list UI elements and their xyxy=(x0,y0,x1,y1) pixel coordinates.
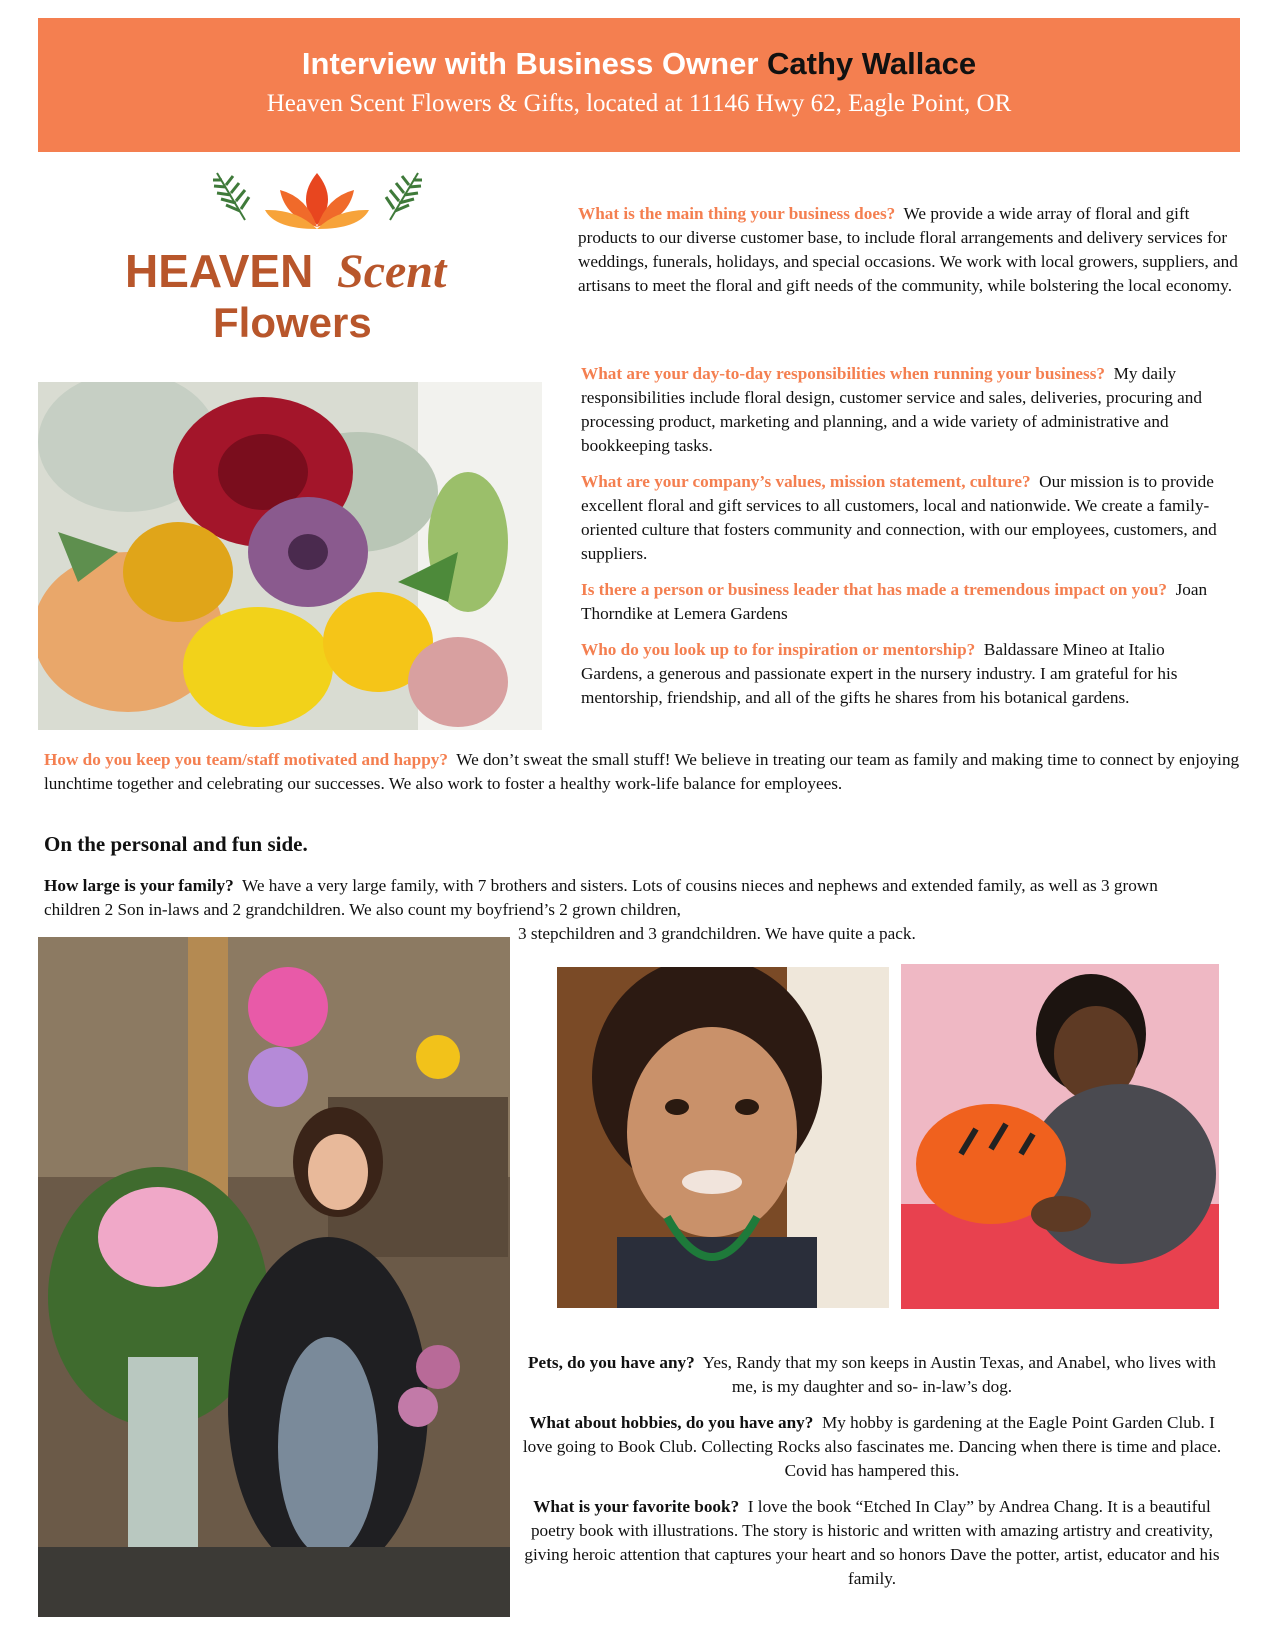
qa-hobbies xyxy=(522,1411,1222,1483)
personal-section-heading: On the personal and fun side. xyxy=(44,832,308,856)
owner-name: Cathy Wallace xyxy=(767,46,977,81)
title-prefix: Interview with Business Owner xyxy=(301,46,768,81)
answer: We don’t sweat the small stuff! We believe in treating our team as family and making time to connect by enjoying lunchtime together and celebrating our successes. We also work to foster a healthy work-life balance for employees. xyxy=(44,750,1240,793)
question: What about hobbies, do you have any? xyxy=(529,1413,814,1432)
answer: Our mission is to provide excellent floral and gift services to all customers, local and nationwide. We create a family-oriented culture that fosters community and connection, with our employees, customers, and suppliers. xyxy=(581,472,1217,563)
answer: Baldassare Mineo at Italio Gardens, a generous and passionate expert in the nursery industry. I am grateful for his mentorship, friendship, and all of the gifts he shares from his botanical gardens. xyxy=(581,640,1178,707)
page-title xyxy=(38,46,1240,82)
logo-word-heaven: HEAVEN xyxy=(125,245,314,297)
answer: We provide a wide array of floral and gift products to our diverse customer base, to include floral arrangements and delivery services for weddings, funerals, holidays, and special occasions. We work with local growers, suppliers, and artisans to meet the floral and gift needs of the community, while bolstering the local economy. xyxy=(578,204,1238,295)
qa-leader xyxy=(581,578,1226,626)
question: What is the main thing your business does? xyxy=(578,204,896,223)
question: Who do you look up to for inspiration or mentorship? xyxy=(581,640,976,659)
answer: Yes, Randy that my son keeps in Austin Texas, and Anabel, who lives with me, is my daughter and so- in-law’s dog. xyxy=(702,1353,1216,1396)
left-fern-icon xyxy=(213,173,249,220)
answer-continued: 3 stepchildren and 3 grandchildren. We have quite a pack. xyxy=(518,924,916,943)
question: What is your favorite book? xyxy=(533,1497,740,1516)
header-banner xyxy=(38,18,1240,152)
qa-main-business xyxy=(578,202,1238,298)
grandchild-photo-girl xyxy=(557,967,889,1308)
logo-graphic xyxy=(125,165,510,365)
girl-image xyxy=(557,967,889,1308)
lotus-icon xyxy=(265,173,369,229)
question: Pets, do you have any? xyxy=(528,1353,695,1372)
qa-mentorship xyxy=(581,638,1226,710)
answer: My daily responsibilities include floral design, customer service and sales, deliveries, procuring and processing product, marketing and planning, and a wide variety of administrative and bookkeeping tasks. xyxy=(581,364,1202,455)
answer: We have a very large family, with 7 brothers and sisters. Lots of cousins nieces and nephews and extended family, as well as 3 grown children 2 Son in-laws and 2 grandchildren. We also count my boyfriend’s 2 grown children, xyxy=(44,876,1158,919)
bouquet-image xyxy=(38,382,542,730)
question: How do you keep you team/staff motivated and happy? xyxy=(44,750,448,769)
owner-image xyxy=(38,937,510,1617)
qa-family xyxy=(44,874,1184,922)
right-fern-icon xyxy=(386,173,422,220)
logo-word-flowers: Flowers xyxy=(213,299,372,346)
qa-pets xyxy=(522,1351,1222,1399)
question: How large is your family? xyxy=(44,876,234,895)
boy-image xyxy=(901,964,1219,1309)
qa-team-motivation xyxy=(44,748,1244,796)
answer: I love the book “Etched In Clay” by Andrea Chang. It is a beautiful poetry book with illustrations. The story is historic and written with amazing artistry and creativity, giving heroic attention that captures your heart and so honors Dave the potter, artist, educator and his family. xyxy=(524,1497,1220,1588)
qa-family-continued xyxy=(518,922,1218,946)
owner-photo xyxy=(38,937,510,1617)
page-subtitle: Heaven Scent Flowers & Gifts, located at 11146 Hwy 62, Eagle Point, OR xyxy=(266,90,1012,117)
qa-favorite-book xyxy=(522,1495,1222,1591)
grandchild-photo-boy xyxy=(901,964,1219,1309)
company-logo xyxy=(125,165,510,365)
answer: Joan Thorndike at Lemera Gardens xyxy=(581,580,1208,623)
question: What are your day-to-day responsibilities when running your business? xyxy=(581,364,1106,383)
qa-responsibilities xyxy=(581,362,1226,458)
logo-word-scent: Scent xyxy=(337,245,447,298)
question: Is there a person or business leader that has made a tremendous impact on you? xyxy=(581,580,1168,599)
qa-values xyxy=(581,470,1241,566)
bouquet-photo xyxy=(38,382,542,730)
question: What are your company’s values, mission statement, culture? xyxy=(581,472,1031,491)
answer: My hobby is gardening at the Eagle Point Garden Club. I love going to Book Club. Collecting Rocks also fascinates me. Dancing when there is time and place. Covid has hampered this. xyxy=(522,1413,1222,1480)
